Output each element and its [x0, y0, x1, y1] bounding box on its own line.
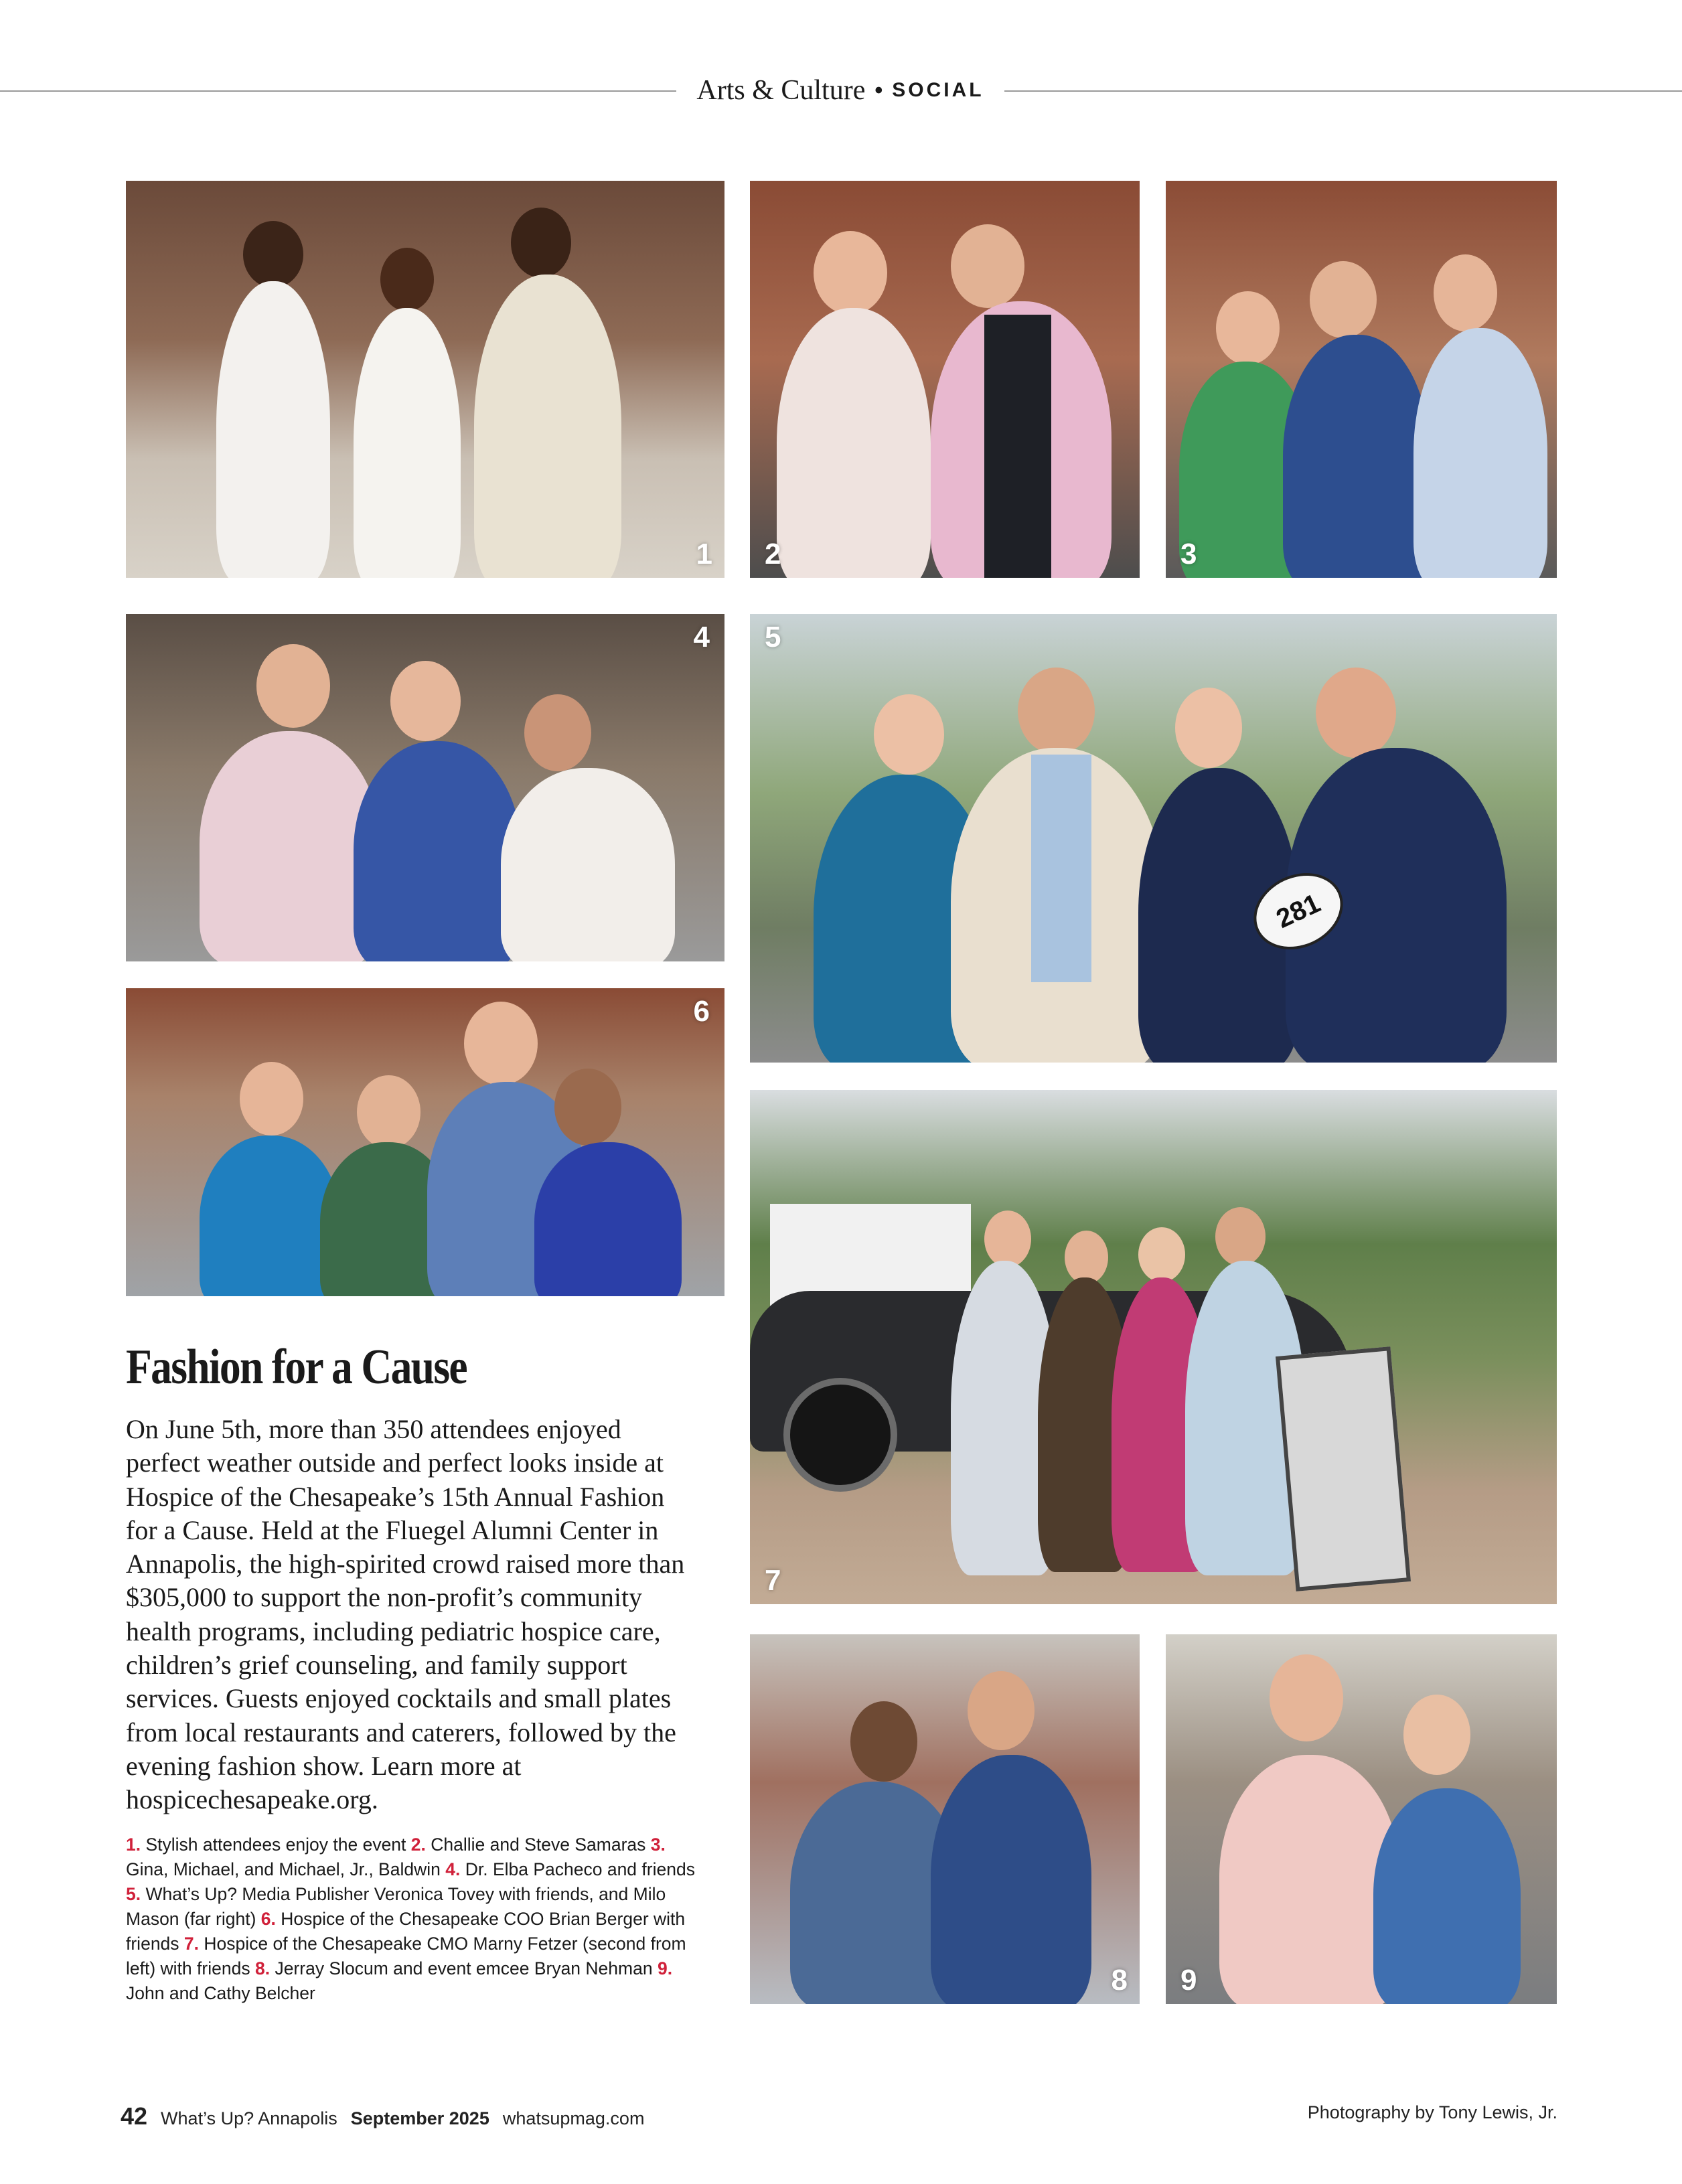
article-body: On June 5th, more than 350 attendees enjoyed perfect weather outside and perfect looks inside at Hospice of the Chesapeake’s 15th Annual Fashion for a Cause. Held at the Fluegel Alumni Center in Annapolis, the high-spirited crowd raised more than $305,000 to support the non-profit’s community health programs, including pediatric hospice care, children’s grief counseling, and family support services. Guests enjoyed cocktails and small plates from local restaurants and caterers, followed by the evening fashion show. Learn more at hospicechesapeake.org. — [126, 1414, 685, 1815]
header-rule-left — [0, 90, 676, 92]
photo-7 — [750, 1090, 1557, 1604]
caption-number: 4. — [445, 1859, 461, 1879]
photo-number: 5 — [765, 621, 781, 653]
caption-text: Dr. Elba Pacheco and friends — [465, 1859, 695, 1879]
caption-number: 3. — [650, 1835, 666, 1855]
caption-text: Hospice of the Chesapeake CMO Marny Fetzer (second from left) with friends — [126, 1934, 686, 1978]
photo-6 — [126, 988, 724, 1296]
header-rule-right — [1004, 90, 1682, 92]
photo-2 — [750, 181, 1140, 578]
caption-text: Gina, Michael, and Michael, Jr., Baldwin — [126, 1859, 441, 1879]
photo-number: 6 — [693, 995, 710, 1028]
header-separator: • — [874, 77, 883, 103]
caption-number: 6. — [260, 1909, 276, 1929]
footer-publication — [121, 2102, 644, 2130]
photo-4 — [126, 614, 724, 961]
caption-number: 8. — [254, 1958, 271, 1978]
photo-8 — [750, 1634, 1140, 2004]
photo-3 — [1166, 181, 1557, 578]
photo-number: 8 — [1111, 1964, 1128, 1997]
section-name: Arts & Culture — [696, 75, 866, 106]
caption-number: 5. — [126, 1884, 141, 1904]
photo-9 — [1166, 1634, 1557, 2004]
photo-number: 2 — [765, 538, 781, 570]
auction-paddle-number: 281 — [1272, 888, 1325, 934]
photo-number: 7 — [765, 1564, 781, 1597]
caption-text: John and Cathy Belcher — [126, 1983, 315, 2003]
caption-number: 1. — [126, 1835, 141, 1855]
article-title: Fashion for a Cause — [126, 1340, 467, 1395]
subsection-name: SOCIAL — [892, 79, 984, 101]
caption-number: 2. — [410, 1835, 426, 1855]
photo-number: 1 — [696, 538, 712, 570]
website: whatsupmag.com — [502, 2108, 645, 2128]
caption-text: Stylish attendees enjoy the event — [145, 1835, 406, 1855]
photo-5 — [750, 614, 1557, 1063]
photo-captions — [126, 1832, 702, 2006]
caption-text: Challie and Steve Samaras — [431, 1835, 646, 1855]
page-number: 42 — [121, 2102, 148, 2130]
publication-name: What’s Up? Annapolis — [161, 2108, 337, 2128]
photo-number: 4 — [693, 621, 710, 653]
caption-text: Jerray Slocum and event emcee Bryan Nehman — [275, 1958, 653, 1978]
caption-number: 9. — [657, 1958, 673, 1978]
caption-text: Hospice of the Chesapeake COO Brian Berger with friends — [126, 1909, 686, 1954]
section-header — [676, 67, 1004, 114]
photo-credit: Photography by Tony Lewis, Jr. — [1307, 2102, 1557, 2122]
photo-1 — [126, 181, 724, 578]
photo-number: 9 — [1180, 1964, 1197, 1997]
caption-number: 7. — [183, 1934, 200, 1954]
photo-number: 3 — [1180, 538, 1197, 570]
caption-text: What’s Up? Media Publisher Veronica Tovey with friends, and Milo Mason (far right) — [126, 1884, 666, 1929]
issue-date: September 2025 — [350, 2108, 489, 2128]
